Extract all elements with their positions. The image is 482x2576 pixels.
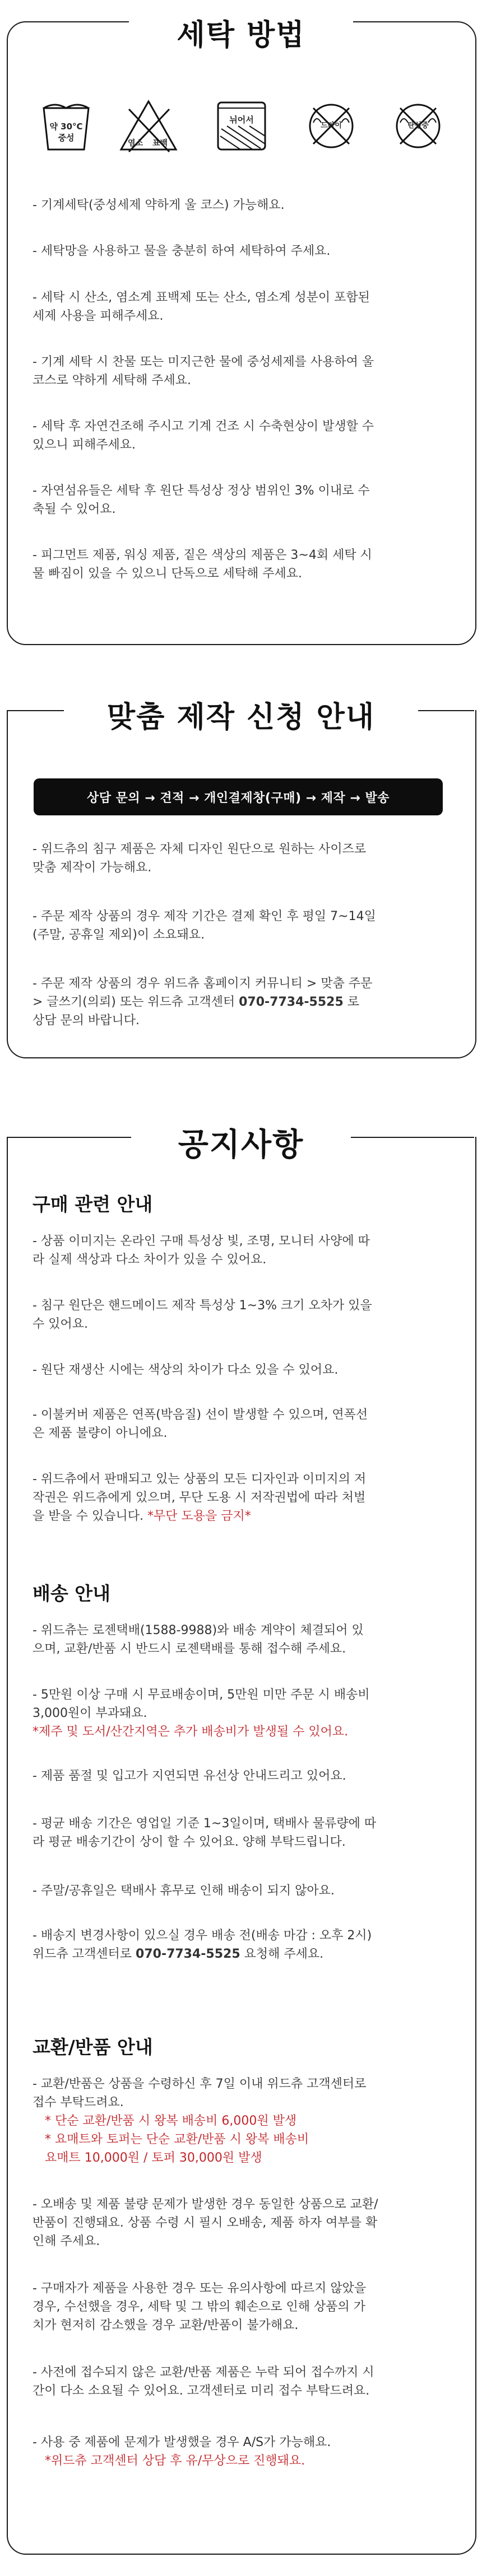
washing-bullet-1: - 기계세탁(중성세제 약하게 울 코스) 가능해요. [33, 198, 285, 212]
shipping-bullet-6: - 배송지 변경사항이 있으실 경우 배송 전(배송 마감 : 오후 2시) 위드츄 고객센터로 070-7734-5525 요청해 주세요. [33, 1929, 372, 1961]
purchase-bullet-5: - 위드츄에서 판매되고 있는 상품의 모든 디자인과 이미지의 저 작권은 위드츄에게 있으며, 무단 도용 시 저작권법에 따라 처벌 을 받을 수 있습니다. *무단 도용을 금지* [33, 1472, 367, 1523]
wash-temp-label: 약 30°C [49, 122, 83, 132]
washing-bullet-5: - 세탁 후 자연건조해 주시고 기계 건조 시 수축현상이 발생할 수 있으니 피해주세요. [33, 419, 374, 452]
purchase-heading: 구매 관련 안내 [33, 1193, 153, 1215]
no-tumble-dry-icon [305, 98, 357, 154]
exchange-bullet-2: - 오배송 및 제품 불량 문제가 발생한 경우 동일한 상품으로 교환/ 반품이 진행돼요. 상품 수령 시 필시 오배송, 제품 하자 여부를 확 인해 주세요. [33, 2197, 378, 2248]
copyright-warning: *무단 도용을 금지* [143, 1509, 251, 1523]
washing-bullet-3: - 세탁 시 산소, 염소계 표백제 또는 산소, 염소계 성분이 포함된 세제 사용을 피해주세요. [33, 291, 370, 323]
custom-bullet-3: - 주문 제작 상품의 경우 위드츄 홈페이지 커뮤니티 > 맞춤 주문 > 글쓰기(의뢰) 또는 위드츄 고객센터 070-7734-5525 로 상담 문의 바랍니다. [33, 977, 373, 1028]
exchange-bullet-5: - 사용 중 제품에 문제가 발생했을 경우 A/S가 가능해요. *위드츄 고객센터 상담 후 유/무상으로 진행돼요. [33, 2433, 331, 2470]
shipping-bullet-1: - 위드츄는 로젠택배(1588-9988)와 배송 계약이 체결되어 있 으며, 교환/반품 시 반드시 로젠택배를 통해 접수해 주세요. [33, 1623, 364, 1656]
phone-number: 070-7734-5525 [136, 1947, 240, 1961]
washing-bullet-6: - 자연섬유들은 세탁 후 원단 특성상 정상 범위인 3% 이내로 수 축될 수 있어요. [33, 484, 370, 516]
phone-number: 070-7734-5525 [239, 995, 344, 1009]
purchase-bullet-1: - 상품 이미지는 온라인 구매 특성상 빛, 조명, 모니터 사양에 따 라 실제 색상과 다소 차이가 있을 수 있어요. [33, 1234, 370, 1267]
care-icons [0, 98, 482, 171]
shade-dry-label: 뉘어서 [229, 115, 254, 125]
wash-detergent-label: 중성 [58, 133, 75, 143]
exchange-fee-note-1: * 단순 교환/반품 시 왕복 배송비 6,000원 발생 [45, 2114, 297, 2128]
exchange-bullet-4: - 사전에 접수되지 않은 교환/반품 제품은 누락 되어 접수까지 시 간이 다소 소요될 수 있어요. 고객센터로 미리 접수 부탁드려요. [33, 2365, 374, 2398]
washing-bullet-4: - 기계 세탁 시 찬물 또는 미지근한 물에 중성세제를 사용하여 울 코스로 약하게 세탁해 주세요. [33, 355, 374, 388]
exchange-fee-note-3: 요매트 10,000원 / 토퍼 30,000원 발생 [45, 2151, 262, 2165]
purchase-bullet-2: - 침구 원단은 핸드메이드 제작 특성상 1~3% 크기 오차가 있을 수 있어요. [33, 1299, 372, 1331]
as-consult-note: *위드츄 고객센터 상담 후 유/무상으로 진행돼요. [45, 2454, 305, 2468]
shipping-bullet-3: - 제품 품절 및 입고가 지연되면 유선상 안내드리고 있어요. [33, 1769, 346, 1783]
dry-clean-label: 탄성중 [407, 122, 429, 130]
notice-title: 공지사항 [178, 1127, 304, 1163]
tumble-dry-label: 드라이 [321, 122, 342, 130]
shipping-heading: 배송 안내 [33, 1583, 111, 1604]
washing-bullet-2: - 세탁망을 사용하고 물을 충분히 하여 세탁하여 주세요. [33, 244, 331, 258]
custom-title: 맞춤 제작 신청 안내 [106, 701, 376, 734]
purchase-bullet-4: - 이불커버 제품은 연폭(박음질) 선이 발생할 수 있으며, 연폭선 은 제품 불량이 아니에요. [33, 1408, 368, 1440]
bleach-label-bleach: 표백 [152, 139, 168, 148]
shade-dry-icon [216, 98, 267, 154]
shipping-bullet-4: - 평균 배송 기간은 영업일 기준 1~3일이며, 택배사 물류량에 따 라 평균 배송기간이 상이 할 수 있어요. 양해 부탁드립니다. [33, 1817, 377, 1849]
wash-30-icon [40, 98, 92, 154]
purchase-bullet-3: - 원단 재생산 시에는 색상의 차이가 다소 있을 수 있어요. [33, 1363, 339, 1377]
custom-process-bar: 상담 문의 → 견적 → 개인결제창(구매) → 제작 → 발송 [34, 778, 443, 815]
custom-bullet-2: - 주문 제작 상품의 경우 제작 기간은 결제 확인 후 평일 7~14일 (주말, 공휴일 제외)이 소요돼요. [33, 909, 376, 942]
custom-bullet-1: - 위드츄의 침구 제품은 자체 디자인 원단으로 원하는 사이즈로 맞춤 제작이 가능해요. [33, 842, 367, 875]
no-dry-clean-icon [392, 98, 444, 154]
shipping-bullet-5: - 주말/공휴일은 택배사 휴무로 인해 배송이 되지 않아요. [33, 1884, 335, 1898]
exchange-heading: 교환/반품 안내 [33, 2036, 153, 2058]
shipping-extra-fee-note: *제주 및 도서/산간지역은 추가 배송비가 발생될 수 있어요. [33, 1725, 349, 1739]
bleach-label-chlorine: 염소 [128, 139, 143, 148]
shipping-bullet-2: - 5만원 이상 구매 시 무료배송이며, 5만원 미만 주문 시 배송비 3,000원이 부과돼요. *제주 및 도서/산간지역은 추가 배송비가 발생될 수 있어요. [33, 1686, 370, 1741]
exchange-fee-note-2: * 요매트와 토퍼는 단순 교환/반품 시 왕복 배송비 [45, 2132, 309, 2146]
no-bleach-icon [118, 98, 179, 154]
washing-title: 세탁 방법 [177, 18, 305, 52]
exchange-bullet-1: - 교환/반품은 상품을 수령하신 후 7일 이내 위드츄 고객센터로 접수 부탁드려요. * 단순 교환/반품 시 왕복 배송비 6,000원 발생 * 요매트와 토퍼는 단순 교환/반품 시 왕복 배송비 요매트 10,000원 / 토퍼 30,000원 발생 [33, 2075, 366, 2167]
exchange-bullet-3: - 구매자가 제품을 사용한 경우 또는 유의사항에 따르지 않았을 경우, 수선했을 경우, 세탁 및 그 밖의 훼손으로 인해 상품의 가 치가 현저히 감소했을 경우 교환/반품이 불가해요. [33, 2281, 367, 2332]
washing-bullet-7: - 피그먼트 제품, 워싱 제품, 짙은 색상의 제품은 3~4회 세탁 시 물 빠짐이 있을 수 있으니 단독으로 세탁해 주세요. [33, 548, 372, 581]
